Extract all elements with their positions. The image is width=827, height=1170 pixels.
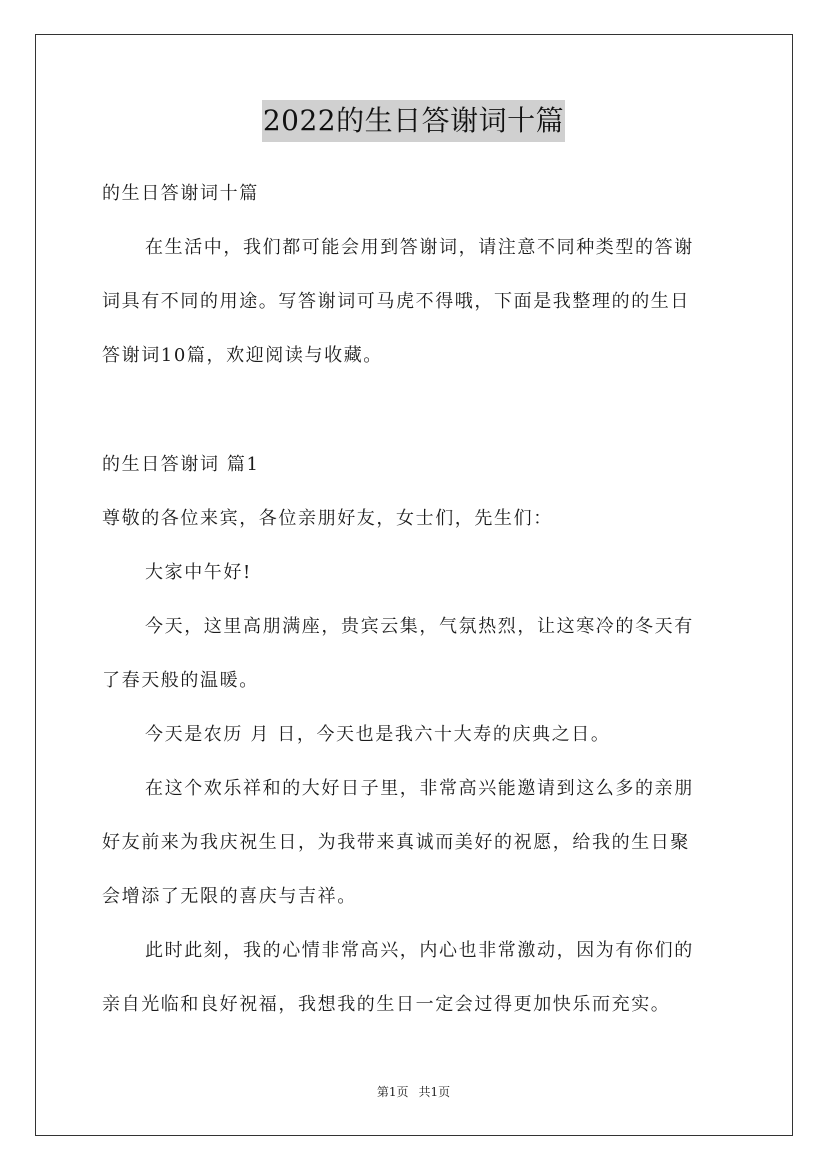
paragraph-line: 亲自光临和良好祝福，我想我的生日一定会过得更加快乐而充实。: [102, 994, 671, 1015]
paragraph-line: 会增添了无限的喜庆与吉祥。: [102, 886, 357, 907]
page-number: 第1页: [376, 1085, 409, 1099]
paragraph-line: 了春天般的温暖。: [102, 670, 259, 691]
paragraph-line: 大家中午好!: [145, 562, 252, 583]
paragraph-line: 词具有不同的用途。写答谢词可马虎不得哦，下面是我整理的的生日: [102, 291, 690, 312]
salutation-line: 尊敬的各位来宾，各位亲朋好友，女士们，先生们：: [102, 508, 553, 529]
section-heading: 的生日答谢词 篇1: [102, 454, 260, 475]
page-count: 共1页: [418, 1085, 451, 1099]
document-title: 2022的生日答谢词十篇: [262, 100, 565, 142]
paragraph-line: 今天，这里高朋满座，贵宾云集，气氛热烈，让这寒冷的冬天有: [145, 616, 694, 637]
paragraph-line: 在生活中，我们都可能会用到答谢词，请注意不同种类型的答谢: [145, 237, 694, 258]
page-footer: [0, 1083, 827, 1101]
subtitle-line: 的生日答谢词十篇: [102, 183, 259, 204]
paragraph-line: 答谢词10篇，欢迎阅读与收藏。: [102, 345, 383, 366]
paragraph-line: 好友前来为我庆祝生日，为我带来真诚而美好的祝愿，给我的生日聚: [102, 832, 690, 853]
paragraph-line: 在这个欢乐祥和的大好日子里，非常高兴能邀请到这么多的亲朋: [145, 778, 694, 799]
paragraph-line: 此时此刻，我的心情非常高兴，内心也非常激动，因为有你们的: [145, 940, 694, 961]
paragraph-line: 今天是农历 月 日，今天也是我六十大寿的庆典之日。: [145, 724, 611, 745]
title-container: [0, 100, 827, 142]
